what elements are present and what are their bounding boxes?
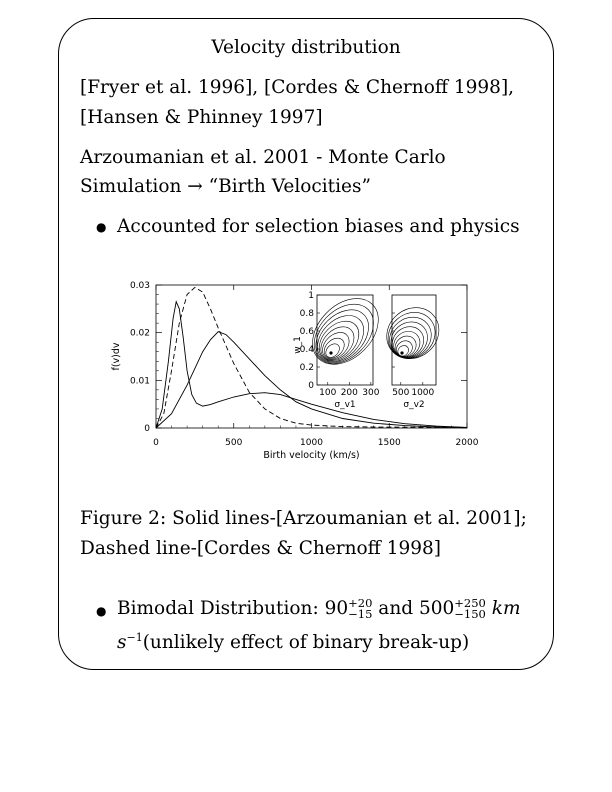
bullet-item-1: Accounted for selection biases and physics <box>117 216 520 237</box>
figure-caption-line-1: Figure 2: Solid lines-[Arzoumanian et al. 2001]; <box>80 508 527 529</box>
simulation-line-2: Simulation → “Birth Velocities” <box>80 176 371 197</box>
x-axis-label: Birth velocity (km/s) <box>263 450 360 461</box>
bullet-icon: ● <box>96 220 107 234</box>
simulation-line-1: Arzoumanian et al. 2001 - Monte Carlo <box>80 147 446 168</box>
inset-y-tick-label: 0 <box>308 381 314 391</box>
figure-2 <box>104 270 494 461</box>
inset-x-tick-label: 200 <box>340 388 358 398</box>
right-arrow-icon: → <box>187 176 203 197</box>
bullet-icon: ● <box>96 604 107 618</box>
inset-y-axis-label: w_1 <box>293 336 303 354</box>
inset-x-tick-label: 100 <box>319 388 337 398</box>
contour-center <box>329 351 332 354</box>
inset-y-tick-label: 0.6 <box>299 327 314 337</box>
references-line-2: [Hansen & Phinney 1997] <box>80 107 323 128</box>
inset-y-tick-label: 0.2 <box>299 363 314 373</box>
bullet-item-2-continued: $s^{-1}(unlikely$ effect of binary break-up) <box>117 631 470 654</box>
inset-x-tick-label: 300 <box>362 388 380 398</box>
x-tick-label: 2000 <box>455 438 479 448</box>
inset-sigma-v2 <box>376 295 449 410</box>
inset-y-tick-label: 0.4 <box>299 345 314 355</box>
inset-x-axis-label: σ_v2 <box>403 400 425 410</box>
inset-frame <box>317 295 373 385</box>
x-tick-label: 500 <box>225 438 243 448</box>
y-axis-label: f(v)dv <box>111 342 122 371</box>
inset-x-axis-label: σ_v1 <box>334 400 356 410</box>
inset-y-tick-label: 1 <box>308 291 314 301</box>
x-tick-label: 1000 <box>300 438 323 448</box>
inset-x-tick-label: 1000 <box>411 388 435 398</box>
figure-caption-line-2: Dashed line-[Cordes & Chernoff 1998] <box>80 538 441 559</box>
y-tick-label: 0.01 <box>129 376 150 387</box>
bullet-item-2: Bimodal Distribution: 90 +20 −15 and 500 +250 −150 km <box>117 596 521 621</box>
contour-center <box>400 351 403 354</box>
x-tick-label: 1500 <box>377 438 401 448</box>
x-tick-label: 0 <box>153 438 159 448</box>
inset-x-tick-label: 500 <box>392 388 410 398</box>
y-tick-label: 0.03 <box>129 281 150 291</box>
slide-title: Velocity distribution <box>211 37 401 58</box>
y-tick-label: 0 <box>144 424 150 434</box>
inset-y-tick-label: 0.8 <box>299 309 314 319</box>
references-line-1: [Fryer et al. 1996], [Cordes & Chernoff 1998], <box>80 77 515 98</box>
inset-sigma-v1 <box>293 286 391 410</box>
y-tick-label: 0.02 <box>129 328 150 339</box>
velocity-chart <box>104 270 494 461</box>
